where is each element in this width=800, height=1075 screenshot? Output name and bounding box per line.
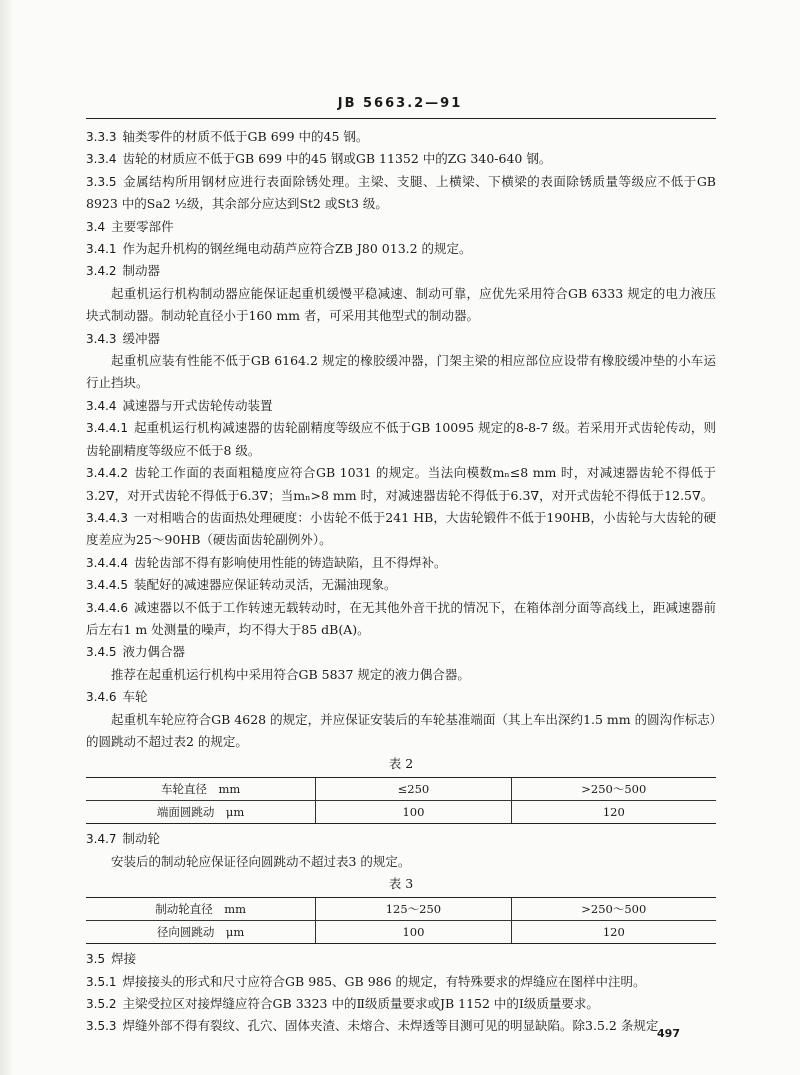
table-3-caption: 表 3	[388, 876, 414, 892]
clause-3-3-4: 3.3.4 齿轮的材质应不低于GB 699 中的45 钢或GB 11352 中的ZG 340-640 钢。	[86, 151, 552, 167]
clause-3-4-4-2: 3.4.4.2 齿轮工作面的表面粗糙度应符合GB 1031 的规定。当法向模数mₙ≤8 mm 时，对减速器齿轮不得低于3.2∇，对开式齿轮不得低于6.3∇；当mₙ>8 mm 时，对减速器齿轮不得低于6.3∇，对开式齿轮不得低于12.5∇。	[86, 465, 716, 503]
table-cell: 径向圆跳动 μm	[86, 921, 316, 944]
table-row	[86, 898, 716, 921]
heading-3-4: 3.4 主要零部件	[86, 218, 174, 234]
table-2	[86, 777, 716, 824]
heading-3-5: 3.5 焊接	[86, 951, 137, 967]
table-row	[86, 921, 716, 944]
table-cell: 端面圆跳动 μm	[86, 801, 316, 824]
clause-3-5-2: 3.5.2 主梁受拉区对接焊缝应符合GB 3323 中的Ⅱ级质量要求或JB 1152 中的Ⅰ级质量要求。	[86, 996, 599, 1011]
page-number: 497	[657, 1027, 680, 1040]
table-cell: >250～500	[511, 898, 716, 921]
document-body	[86, 126, 716, 1038]
clause-3-4-1: 3.4.1 作为起升机构的钢丝绳电动葫芦应符合ZB J80 013.2 的规定。	[86, 241, 472, 257]
table-cell: 125～250	[316, 898, 511, 921]
scan-edge-shadow	[0, 0, 14, 1075]
heading-3-4-5: 3.4.5 液力偶合器	[86, 644, 186, 660]
standard-number-header: JB 5663.2—91	[337, 96, 463, 111]
table-3	[86, 897, 716, 944]
clause-3-4-4-6: 3.4.4.6 减速器以不低于工作转速无载转动时，在无其他外音干扰的情况下，在箱体剖分面等高线上，距减速器前后左右1 m 处测量的噪声，均不得大于85 dB(A)。	[86, 599, 716, 637]
table-cell: 120	[511, 921, 716, 944]
heading-3-4-3: 3.4.3 缓冲器	[86, 330, 161, 346]
table-cell: ≤250	[316, 778, 511, 801]
table-cell: 120	[511, 801, 716, 824]
clause-3-4-4-3: 3.4.4.3 一对相啮合的齿面热处理硬度：小齿轮不低于241 HB，大齿轮锻件不低于190HB，小齿轮与大齿轮的硬度差应为25～90HB（硬齿面齿轮副例外）。	[86, 509, 716, 548]
heading-3-4-6: 3.4.6 车轮	[86, 689, 148, 705]
heading-3-4-4: 3.4.4 减速器与开式齿轮传动装置	[86, 397, 273, 413]
clause-3-4-4-5: 3.4.4.5 装配好的减速器应保证转动灵活，无漏油现象。	[86, 577, 397, 593]
table-cell: 100	[316, 921, 511, 944]
clause-3-5-3: 3.5.3 焊缝外部不得有裂纹、孔穴、固体夹渣、未熔合、未焊透等目测可见的明显缺陷。除3.5.2 条规定	[86, 1018, 659, 1034]
clause-3-4-3-body: 起重机应装有性能不低于GB 6164.2 规定的橡胶缓冲器，门架主梁的相应部位应设带有橡胶缓冲垫的小车运行止挡块。	[86, 353, 716, 391]
header-rule	[86, 118, 716, 119]
table-cell: 100	[316, 801, 511, 824]
clause-3-4-5-body: 推荐在起重机运行机构中采用符合GB 5837 规定的液力偶合器。	[111, 666, 470, 682]
clause-3-4-7-body: 安装后的制动轮应保证径向圆跳动不超过表3 的规定。	[111, 853, 411, 869]
table-cell: 车轮直径 mm	[86, 778, 316, 801]
heading-3-4-7: 3.4.7 制动轮	[86, 831, 161, 847]
table-cell: >250～500	[511, 778, 716, 801]
table-2-caption: 表 2	[388, 756, 414, 772]
table-row	[86, 801, 716, 824]
table-row	[86, 778, 716, 801]
clause-3-3-5: 3.3.5 金属结构所用钢材应进行表面除锈处理。主梁、支腿、上横梁、下横梁的表面除锈质量等级应不低于GB 8923 中的Sa2 ½级，其余部分应达到St2 或St3 级。	[86, 173, 716, 212]
clause-3-5-1: 3.5.1 焊接接头的形式和尺寸应符合GB 985、GB 986 的规定，有特殊要求的焊缝应在图样中注明。	[86, 973, 646, 989]
table-cell: 制动轮直径 mm	[86, 898, 316, 921]
clause-3-4-6-body: 起重机车轮应符合GB 4628 的规定，并应保证安装后的车轮基准端面（其上车出深约1.5 mm 的圆沟作标志）的圆跳动不超过表2 的规定。	[86, 711, 716, 749]
clause-3-4-4-1: 3.4.4.1 起重机运行机构减速器的齿轮副精度等级应不低于GB 10095 规定的8-8-7 级。若采用开式齿轮传动，则齿轮副精度等级应不低于8 级。	[86, 420, 716, 458]
heading-3-4-2: 3.4.2 制动器	[86, 263, 161, 279]
clause-3-3-3: 3.3.3 轴类零件的材质不低于GB 699 中的45 钢。	[86, 129, 369, 144]
clause-3-4-2-body: 起重机运行机构制动器应能保证起重机缓慢平稳减速、制动可靠，应优先采用符合GB 6333 规定的电力液压块式制动器。制动轮直径小于160 mm 者，可采用其他型式的制动器。	[86, 285, 716, 324]
clause-3-4-4-4: 3.4.4.4 齿轮齿部不得有影响使用性能的铸造缺陷，且不得焊补。	[86, 554, 447, 570]
